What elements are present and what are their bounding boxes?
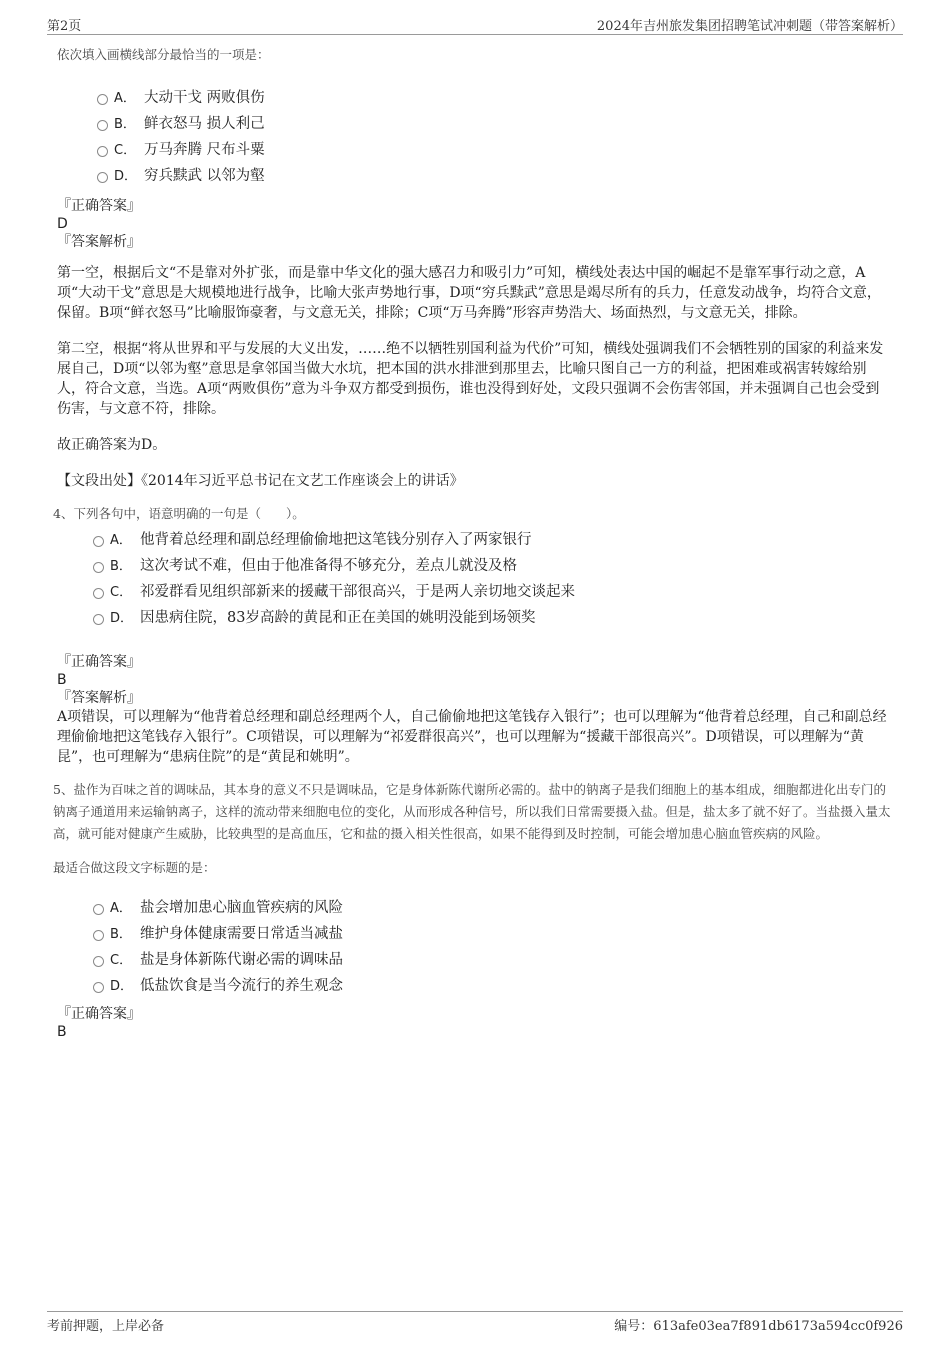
analysis-paragraph: 第二空，根据“将从世界和平与发展的大义出发，……绝不以牺牲别国利益为代价”可知，横线处强调我们不会牺牲别的国家的利益来发展自己，D项“以邻为壑”意思是拿邻国当做大水坑，把本国的洪水排泄到那里去，比喻只图自己一方的利益，把困难或祸害转嫁给别人，符合文意，当选。A项“两败俱伤”意为斗争双方都受到损伤，谁也没得到好处，文段只强调不会伤害邻国，并未强调自己也会受到伤害，与文意不符，排除。 <box>57 341 884 417</box>
answer-value: D <box>57 216 68 232</box>
option-c[interactable]: C． 祁爱群看见组织部新来的援藏干部很高兴，于是两人亲切地交谈起来 <box>53 579 893 605</box>
option-c[interactable]: C． 盐是身体新陈代谢必需的调味品 <box>53 947 893 973</box>
document-title: 2024年吉州旅发集团招聘笔试冲刺题（带答案解析） <box>596 19 903 34</box>
answer-value: B <box>57 672 67 688</box>
document-serial: 编号：613afe03ea7f891db6173a594cc0f926 <box>614 1319 903 1334</box>
option-b[interactable]: B． 这次考试不难，但由于他准备得不够充分，差点儿就没及格 <box>53 553 893 579</box>
analysis-conclusion: 故正确答案为D。 <box>57 437 167 453</box>
analysis-text: A项错误，可以理解为“他背着总经理和副总经理两个人，自己偷偷地把这笔钱存入银行”；也可以理解为“他背着总经理，自己和副总经理偷偷地把这笔钱存入银行”。C项错误，可以理解为“祁爱群很高兴”，也可以理解为“援藏干部很高兴”。D项错误，可以理解为“黄昆”，也可理解为“患病住院”的是“黄昆和姚明”。 <box>57 709 887 765</box>
radio-icon[interactable] <box>97 94 108 105</box>
answer-label: 『正确答案』 <box>57 654 141 670</box>
source-citation: 【文段出处】《2014年习近平总书记在文艺工作座谈会上的讲话》 <box>57 473 464 489</box>
option-c[interactable]: C． 万马奔腾 尺布斗粟 <box>57 137 893 163</box>
option-a[interactable]: A． 他背着总经理和副总经理偷偷地把这笔钱分别存入了两家银行 <box>53 527 893 553</box>
radio-icon[interactable] <box>93 982 104 993</box>
option-a[interactable]: A． 盐会增加患心脑血管疾病的风险 <box>53 895 893 921</box>
radio-icon[interactable] <box>93 588 104 599</box>
analysis-paragraph: 第一空，根据后文“不是靠对外扩张，而是靠中华文化的强大感召力和吸引力”可知，横线处表达中国的崛起不是靠军事行动之意，A项“大动干戈”意思是大规模地进行战争，比喻大张声势地行事，D项“穷兵黩武”意思是竭尽所有的兵力，任意发动战争，均符合文意，保留。B项“鲜衣怒马”比喻服饰豪奢，与文意无关，排除；C项“万马奔腾”形容声势浩大、场面热烈，与文意无关，排除。 <box>57 265 881 321</box>
radio-icon[interactable] <box>97 120 108 131</box>
analysis-label: 『答案解析』 <box>57 234 141 250</box>
footer-slogan: 考前押题，上岸必备 <box>47 1319 165 1334</box>
radio-icon[interactable] <box>93 536 104 547</box>
option-b[interactable]: B． 维护身体健康需要日常适当减盐 <box>53 921 893 947</box>
question-4 <box>53 503 893 767</box>
radio-icon[interactable] <box>93 956 104 967</box>
option-list <box>53 895 893 999</box>
option-a[interactable]: A． 大动干戈 两败俱伤 <box>57 85 893 111</box>
radio-icon[interactable] <box>93 930 104 941</box>
radio-icon[interactable] <box>93 904 104 915</box>
page-content <box>53 46 893 1041</box>
option-b[interactable]: B． 鲜衣怒马 损人利己 <box>57 111 893 137</box>
option-d[interactable]: D． 低盐饮食是当今流行的养生观念 <box>53 973 893 999</box>
analysis-label: 『答案解析』 <box>57 690 141 706</box>
question-prompt: 最适合做这段文字标题的是： <box>53 860 216 875</box>
radio-icon[interactable] <box>97 146 108 157</box>
option-list <box>53 527 893 631</box>
analysis-text <box>57 263 893 491</box>
radio-icon[interactable] <box>97 172 108 183</box>
page-header <box>47 14 903 35</box>
radio-icon[interactable] <box>93 562 104 573</box>
page-footer <box>47 1311 903 1334</box>
question-5 <box>53 779 893 1041</box>
question-instruction: 依次填入画横线部分最恰当的一项是： <box>57 47 270 62</box>
answer-value: B <box>57 1024 67 1040</box>
answer-label: 『正确答案』 <box>57 198 141 214</box>
question-stem: 4、下列各句中，语意明确的一句是（ ）。 <box>53 506 305 521</box>
radio-icon[interactable] <box>93 614 104 625</box>
option-d[interactable]: D． 穷兵黩武 以邻为壑 <box>57 163 893 189</box>
page-number: 第2页 <box>47 19 82 34</box>
question-3 <box>57 44 893 491</box>
option-d[interactable]: D． 因患病住院，83岁高龄的黄昆和正在美国的姚明没能到场领奖 <box>53 605 893 631</box>
option-list <box>57 85 893 189</box>
answer-label: 『正确答案』 <box>57 1006 141 1022</box>
question-stem: 5、盐作为百味之首的调味品，其本身的意义不只是调味品，它是身体新陈代谢所必需的。盐中的钠离子是我们细胞上的基本组成，细胞都进化出专门的钠离子通道用来运输钠离子，这样的流动带来细胞电位的变化，从而形成各种信号，所以我们日常需要摄入盐。但是，盐太多了就不好了。当盐摄入量太高，就可能对健康产生威胁，比较典型的是高血压，它和盐的摄入相关性很高，如果不能得到及时控制，可能会增加患心脑血管疾病的风险。 <box>53 782 891 841</box>
